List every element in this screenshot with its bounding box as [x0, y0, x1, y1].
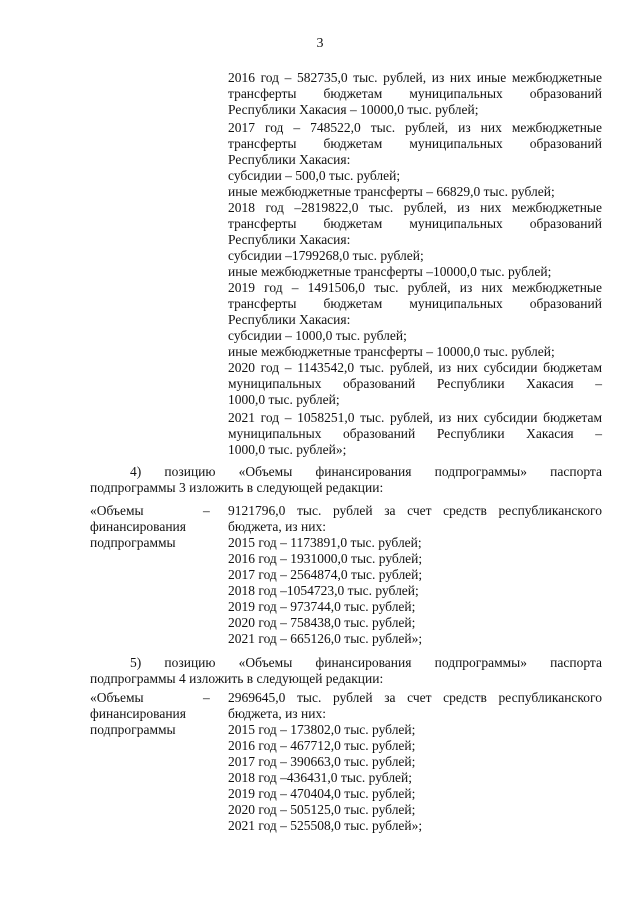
paragraph-line: [130, 655, 602, 671]
word: муниципальных: [409, 216, 503, 231]
word: 4): [130, 464, 142, 479]
year-line: 2021 год – 525508,0 тыс. рублей»;: [228, 818, 423, 833]
word: образований: [343, 376, 416, 391]
text-line: [228, 216, 602, 232]
dash-separator: –: [203, 503, 210, 518]
text-line: 9121796,0 тыс. рублей за счет средств республиканского: [228, 503, 602, 518]
word: финансирования: [315, 655, 412, 670]
word: муниципальных: [228, 426, 322, 441]
word: позицию: [164, 464, 216, 479]
word: паспорта: [550, 464, 602, 479]
word: паспорта: [550, 655, 602, 670]
word: муниципальных: [409, 296, 503, 311]
text-line: субсидии –1799268,0 тыс. рублей;: [228, 248, 424, 263]
text-line: Республики Хакасия:: [228, 152, 351, 167]
word: 5): [130, 655, 142, 670]
word: муниципальных: [409, 86, 503, 101]
year-line: 2017 год – 390663,0 тыс. рублей;: [228, 754, 416, 769]
dash-separator: –: [203, 690, 210, 705]
text-line: иные межбюджетные трансферты –10000,0 тыс. рублей;: [228, 264, 552, 279]
text-line: 2017 год – 748522,0 тыс. рублей, из них межбюджетные: [228, 120, 602, 135]
word: муниципальных: [228, 376, 322, 391]
text-line: [228, 296, 602, 312]
text-line: Республики Хакасия – 10000,0 тыс. рублей;: [228, 102, 479, 117]
word: подпрограммы»: [434, 464, 527, 479]
text-line: субсидии – 1000,0 тыс. рублей;: [228, 328, 407, 343]
word: трансферты: [228, 296, 297, 311]
text-line: иные межбюджетные трансферты – 66829,0 тыс. рублей;: [228, 184, 555, 199]
text-line: 1000,0 тыс. рублей;: [228, 392, 340, 407]
year-line: 2015 год – 173802,0 тыс. рублей;: [228, 722, 416, 737]
year-line: 2016 год – 467712,0 тыс. рублей;: [228, 738, 416, 753]
text-line: [228, 86, 602, 102]
word: бюджетам: [323, 296, 383, 311]
year-line: 2015 год – 1173891,0 тыс. рублей;: [228, 535, 422, 550]
year-line: 2017 год – 2564874,0 тыс. рублей;: [228, 567, 423, 582]
text-line: 2021 год – 1058251,0 тыс. рублей, из них субсидии бюджетам: [228, 410, 602, 425]
row-label: финансирования: [90, 706, 186, 721]
text-line: иные межбюджетные трансферты – 10000,0 тыс. рублей;: [228, 344, 555, 359]
word: –: [595, 426, 602, 441]
text-line: 2969645,0 тыс. рублей за счет средств республиканского: [228, 690, 602, 705]
word: финансирования: [315, 464, 412, 479]
year-line: 2020 год – 505125,0 тыс. рублей;: [228, 802, 416, 817]
word: образований: [529, 216, 602, 231]
word: трансферты: [228, 136, 297, 151]
year-line: 2016 год – 1931000,0 тыс. рублей;: [228, 551, 423, 566]
row-label: финансирования: [90, 519, 186, 534]
text-line: 2018 год –2819822,0 тыс. рублей, из них межбюджетные: [228, 200, 602, 215]
paragraph-line: [130, 464, 602, 480]
text-line: субсидии – 500,0 тыс. рублей;: [228, 168, 401, 183]
word: Хакасия: [526, 426, 574, 441]
text-line: Республики Хакасия:: [228, 312, 351, 327]
text-line: [228, 376, 602, 392]
word: подпрограммы»: [434, 655, 527, 670]
word: образований: [529, 136, 602, 151]
row-label: «Объемы: [90, 690, 144, 705]
year-line: 2021 год – 665126,0 тыс. рублей»;: [228, 631, 423, 646]
text-line: 2016 год – 582735,0 тыс. рублей, из них иные межбюджетные: [228, 70, 602, 85]
year-line: 2019 год – 973744,0 тыс. рублей;: [228, 599, 416, 614]
word: позицию: [164, 655, 216, 670]
paragraph-line: подпрограммы 3 изложить в следующей редакции:: [90, 480, 384, 495]
word: трансферты: [228, 216, 297, 231]
year-line: 2018 год –1054723,0 тыс. рублей;: [228, 583, 419, 598]
word: «Объемы: [238, 464, 293, 479]
text-line: бюджета, из них:: [228, 706, 326, 721]
word: Республики: [436, 376, 505, 391]
word: –: [595, 376, 602, 391]
word: Хакасия: [526, 376, 574, 391]
year-line: 2020 год – 758438,0 тыс. рублей;: [228, 615, 416, 630]
text-line: [228, 426, 602, 442]
paragraph-line: подпрограммы 4 изложить в следующей редакции:: [90, 671, 384, 686]
word: муниципальных: [409, 136, 503, 151]
text-line: бюджета, из них:: [228, 519, 326, 534]
text-line: 2019 год – 1491506,0 тыс. рублей, из них межбюджетные: [228, 280, 602, 295]
word: бюджетам: [323, 216, 383, 231]
year-line: 2019 год – 470404,0 тыс. рублей;: [228, 786, 416, 801]
row-label: подпрограммы: [90, 722, 176, 737]
word: бюджетам: [323, 136, 383, 151]
word: Республики: [436, 426, 505, 441]
word: «Объемы: [238, 655, 293, 670]
text-line: 1000,0 тыс. рублей»;: [228, 442, 347, 457]
year-line: 2018 год –436431,0 тыс. рублей;: [228, 770, 413, 785]
word: бюджетам: [323, 86, 383, 101]
text-line: Республики Хакасия:: [228, 232, 351, 247]
row-label: «Объемы: [90, 503, 144, 518]
word: трансферты: [228, 86, 297, 101]
word: образований: [343, 426, 416, 441]
row-label: подпрограммы: [90, 535, 176, 550]
text-line: 2020 год – 1143542,0 тыс. рублей, из них субсидии бюджетам: [228, 360, 602, 375]
text-line: [228, 136, 602, 152]
word: образований: [529, 86, 602, 101]
word: образований: [529, 296, 602, 311]
page-number: 3: [316, 36, 324, 51]
